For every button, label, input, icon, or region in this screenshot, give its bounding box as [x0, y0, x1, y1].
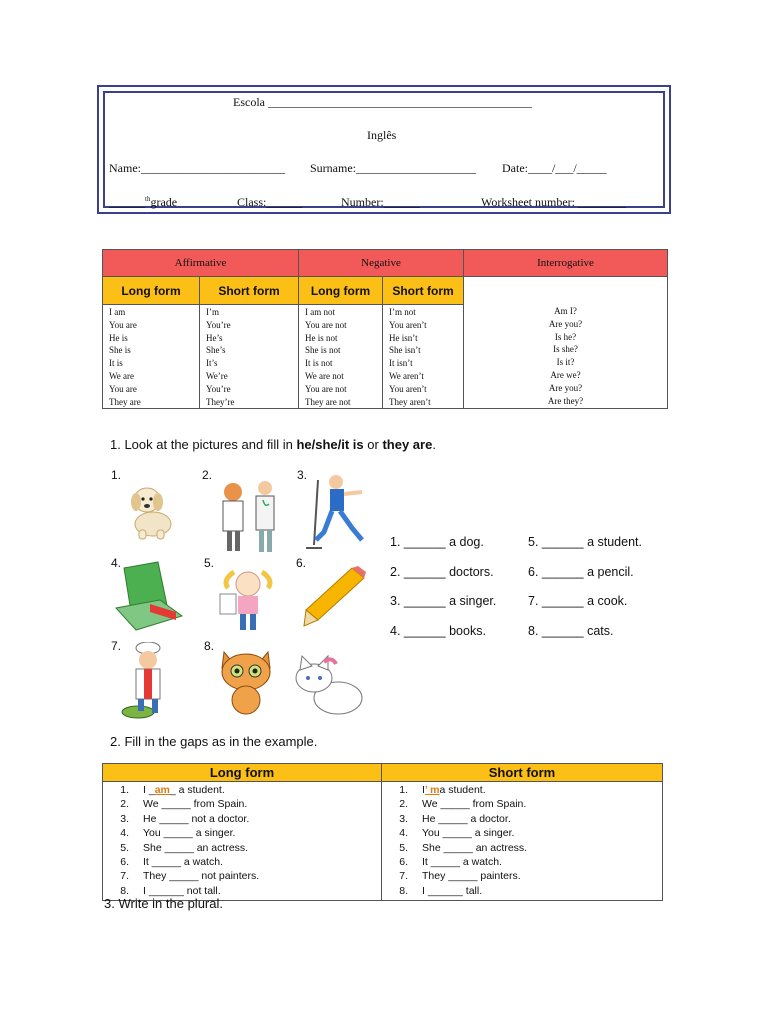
list-item: We are not: [305, 370, 344, 381]
list-item: It is: [109, 358, 123, 369]
list-item: We aren’t: [389, 370, 424, 381]
interrogative-list: [464, 277, 668, 409]
number-field[interactable]: Number:______: [341, 195, 420, 209]
sentence-2[interactable]: 2. ______ doctors.: [390, 565, 494, 579]
class-field[interactable]: Class:______: [237, 195, 303, 209]
date-field[interactable]: Date:____/___/_____: [502, 161, 607, 175]
list-item[interactable]: [382, 797, 662, 811]
subheader-aff-short: Short form: [200, 277, 299, 305]
item-number: 6.: [120, 856, 129, 869]
negative-long-list: [299, 305, 383, 409]
exercise3-instruction: 3. Write in the plural.: [104, 896, 223, 911]
example-answer: am: [154, 784, 170, 796]
picture-number-8: 8.: [204, 639, 215, 653]
item-number: 2.: [120, 798, 129, 811]
list-item: Is it?: [556, 357, 575, 368]
list-item: Are you?: [548, 318, 583, 329]
item-text: You _____ a singer.: [422, 827, 515, 840]
item-number: 4.: [399, 827, 408, 840]
list-item: It’s: [206, 358, 218, 369]
list-item: She is: [109, 345, 131, 356]
instruction-mid: or: [363, 437, 383, 452]
item-number: 4.: [120, 827, 129, 840]
list-item: I am: [109, 307, 126, 317]
surname-field[interactable]: Surname:____________________: [310, 161, 476, 175]
list-item: We are: [109, 370, 135, 381]
list-item: She’s: [206, 345, 226, 356]
list-item: They are not: [305, 396, 351, 407]
affirmative-long-list: [103, 305, 200, 409]
list-item: Is she?: [553, 344, 578, 355]
list-item: He’s: [206, 332, 223, 343]
list-item: She is not: [305, 345, 341, 356]
list-item: You are not: [305, 319, 347, 330]
item-text: I ______ not tall.: [143, 884, 221, 897]
item-number: 8.: [120, 884, 129, 897]
item-text: He _____ a doctor.: [422, 812, 511, 825]
subheader-neg-long: Long form: [299, 277, 383, 305]
item-number: 3.: [120, 812, 129, 825]
example-answer: ’ m: [424, 784, 440, 796]
list-item: It is not: [305, 358, 333, 369]
list-item: You’re: [206, 319, 231, 330]
name-field[interactable]: Name:________________________: [109, 161, 285, 175]
list-item: He is: [109, 332, 128, 343]
picture-number-3: 3.: [297, 468, 308, 482]
instruction-bold-2: they are: [382, 437, 433, 452]
list-item[interactable]: [382, 841, 662, 855]
item-number: 3.: [399, 812, 408, 825]
item-text: He _____ not a doctor.: [143, 812, 250, 825]
list-item: You are not: [305, 383, 347, 394]
list-item: Are we?: [550, 369, 581, 380]
sentence-6[interactable]: 6. ______ a pencil.: [528, 565, 634, 579]
list-item: Are you?: [548, 382, 583, 393]
picture-number-7: 7.: [111, 639, 122, 653]
list-item: He is not: [305, 332, 338, 343]
puppy-image: [123, 482, 178, 542]
list-item: Is he?: [554, 331, 577, 342]
header-affirmative: Affirmative: [103, 250, 299, 277]
affirmative-short-list: [200, 305, 299, 409]
orange-cat-image: [216, 644, 276, 718]
ex2-long-column: [103, 782, 382, 901]
white-cat-image: [288, 650, 368, 720]
item-text: They _____ painters.: [422, 870, 521, 883]
list-item[interactable]: [103, 812, 381, 826]
list-item[interactable]: [103, 869, 381, 883]
worksheet-number-field[interactable]: Worksheet number: ________: [481, 195, 627, 209]
instruction-bold-1: he/she/it is: [296, 437, 364, 452]
list-item[interactable]: [382, 812, 662, 826]
list-item: They’re: [206, 396, 235, 407]
subheader-aff-long: Long form: [103, 277, 200, 305]
list-item: They aren’t: [389, 396, 431, 407]
list-item: You are: [109, 319, 137, 330]
school-line: Escola ____________________________________________: [233, 95, 532, 109]
list-item[interactable]: [103, 841, 381, 855]
item-text: We _____ from Spain.: [143, 798, 248, 811]
picture-number-1: 1.: [111, 468, 122, 482]
item-post: a student.: [439, 784, 486, 796]
pencil-image: [300, 564, 370, 628]
item-text: You _____ a singer.: [143, 827, 236, 840]
list-item[interactable]: [382, 783, 662, 797]
item-text: She _____ an actress.: [143, 841, 249, 854]
sentence-1[interactable]: 1. ______ a dog.: [390, 535, 484, 549]
list-item: It isn’t: [389, 358, 413, 369]
picture-number-2: 2.: [202, 468, 213, 482]
sentence-3[interactable]: 3. ______ a singer.: [390, 594, 497, 608]
grade-sup: th: [145, 195, 151, 203]
list-item[interactable]: [382, 826, 662, 840]
item-pre: I _: [143, 784, 155, 796]
list-item: You are: [109, 383, 137, 394]
ex2-short-column: [382, 782, 663, 901]
list-item[interactable]: [382, 869, 662, 883]
list-item: You aren’t: [389, 383, 427, 394]
list-item: I’m not: [389, 307, 416, 317]
item-number: 2.: [399, 798, 408, 811]
ex2-header-short: Short form: [382, 764, 663, 782]
singer-image: [300, 470, 370, 552]
list-item: Am I?: [554, 306, 577, 316]
grade-blank: ______: [109, 195, 145, 209]
item-number: 8.: [399, 884, 408, 897]
list-item: I’m: [206, 307, 219, 317]
student-image: [216, 566, 280, 634]
list-item: They are: [109, 396, 141, 407]
list-item[interactable]: [103, 783, 381, 797]
list-item: Are they?: [547, 395, 584, 406]
sentence-5[interactable]: 5. ______ a student.: [528, 535, 642, 549]
item-text: We _____ from Spain.: [422, 798, 527, 811]
header-negative: Negative: [299, 250, 464, 277]
list-item: I am not: [305, 307, 336, 317]
list-item[interactable]: [103, 797, 381, 811]
cook-image: [114, 642, 184, 724]
list-item: We’re: [206, 370, 228, 381]
sentence-4[interactable]: 4. ______ books.: [390, 624, 486, 638]
exercise2-instruction: 2. Fill in the gaps as in the example.: [110, 734, 318, 749]
item-text: They _____ not painters.: [143, 870, 260, 883]
item-number: 1.: [120, 784, 129, 796]
item-text: It _____ a watch.: [143, 856, 223, 869]
item-text: It _____ a watch.: [422, 856, 502, 869]
item-post: _ a student.: [169, 784, 225, 796]
item-number: 5.: [399, 841, 408, 854]
list-item: He isn’t: [389, 332, 418, 343]
exercise1-instruction: [110, 437, 436, 452]
item-text: She _____ an actress.: [422, 841, 528, 854]
item-number: 7.: [399, 870, 408, 883]
header-interrogative: Interrogative: [464, 250, 668, 277]
sentence-7[interactable]: 7. ______ a cook.: [528, 594, 628, 608]
books-image: [110, 560, 190, 636]
subheader-neg-short: Short form: [383, 277, 464, 305]
item-number: 7.: [120, 870, 129, 883]
ex2-header-long: Long form: [103, 764, 382, 782]
picture-number-6: 6.: [296, 556, 307, 570]
list-item: You’re: [206, 383, 231, 394]
list-item[interactable]: [103, 826, 381, 840]
item-number: 5.: [120, 841, 129, 854]
verb-to-be-table: [102, 249, 668, 409]
list-item: She isn’t: [389, 345, 421, 356]
list-item[interactable]: [382, 884, 662, 898]
instruction-prefix: 1. Look at the pictures and fill in: [110, 437, 297, 452]
item-number: 6.: [399, 856, 408, 869]
negative-short-list: [383, 305, 464, 409]
exercise2-table: [102, 763, 663, 901]
sentence-8[interactable]: 8. ______ cats.: [528, 624, 614, 638]
grade-word: grade: [150, 195, 178, 209]
subject-line: Inglês: [367, 128, 397, 142]
grade-field[interactable]: [109, 195, 177, 210]
instruction-end: .: [432, 437, 436, 452]
doctors-image: [213, 478, 283, 556]
item-text: I ______ tall.: [422, 884, 483, 897]
list-item[interactable]: [103, 855, 381, 869]
picture-number-4: 4.: [111, 556, 122, 570]
list-item: You aren’t: [389, 319, 427, 330]
picture-number-5: 5.: [204, 556, 215, 570]
item-number: 1.: [399, 784, 408, 796]
list-item[interactable]: [382, 855, 662, 869]
item-pre: I: [422, 784, 425, 796]
